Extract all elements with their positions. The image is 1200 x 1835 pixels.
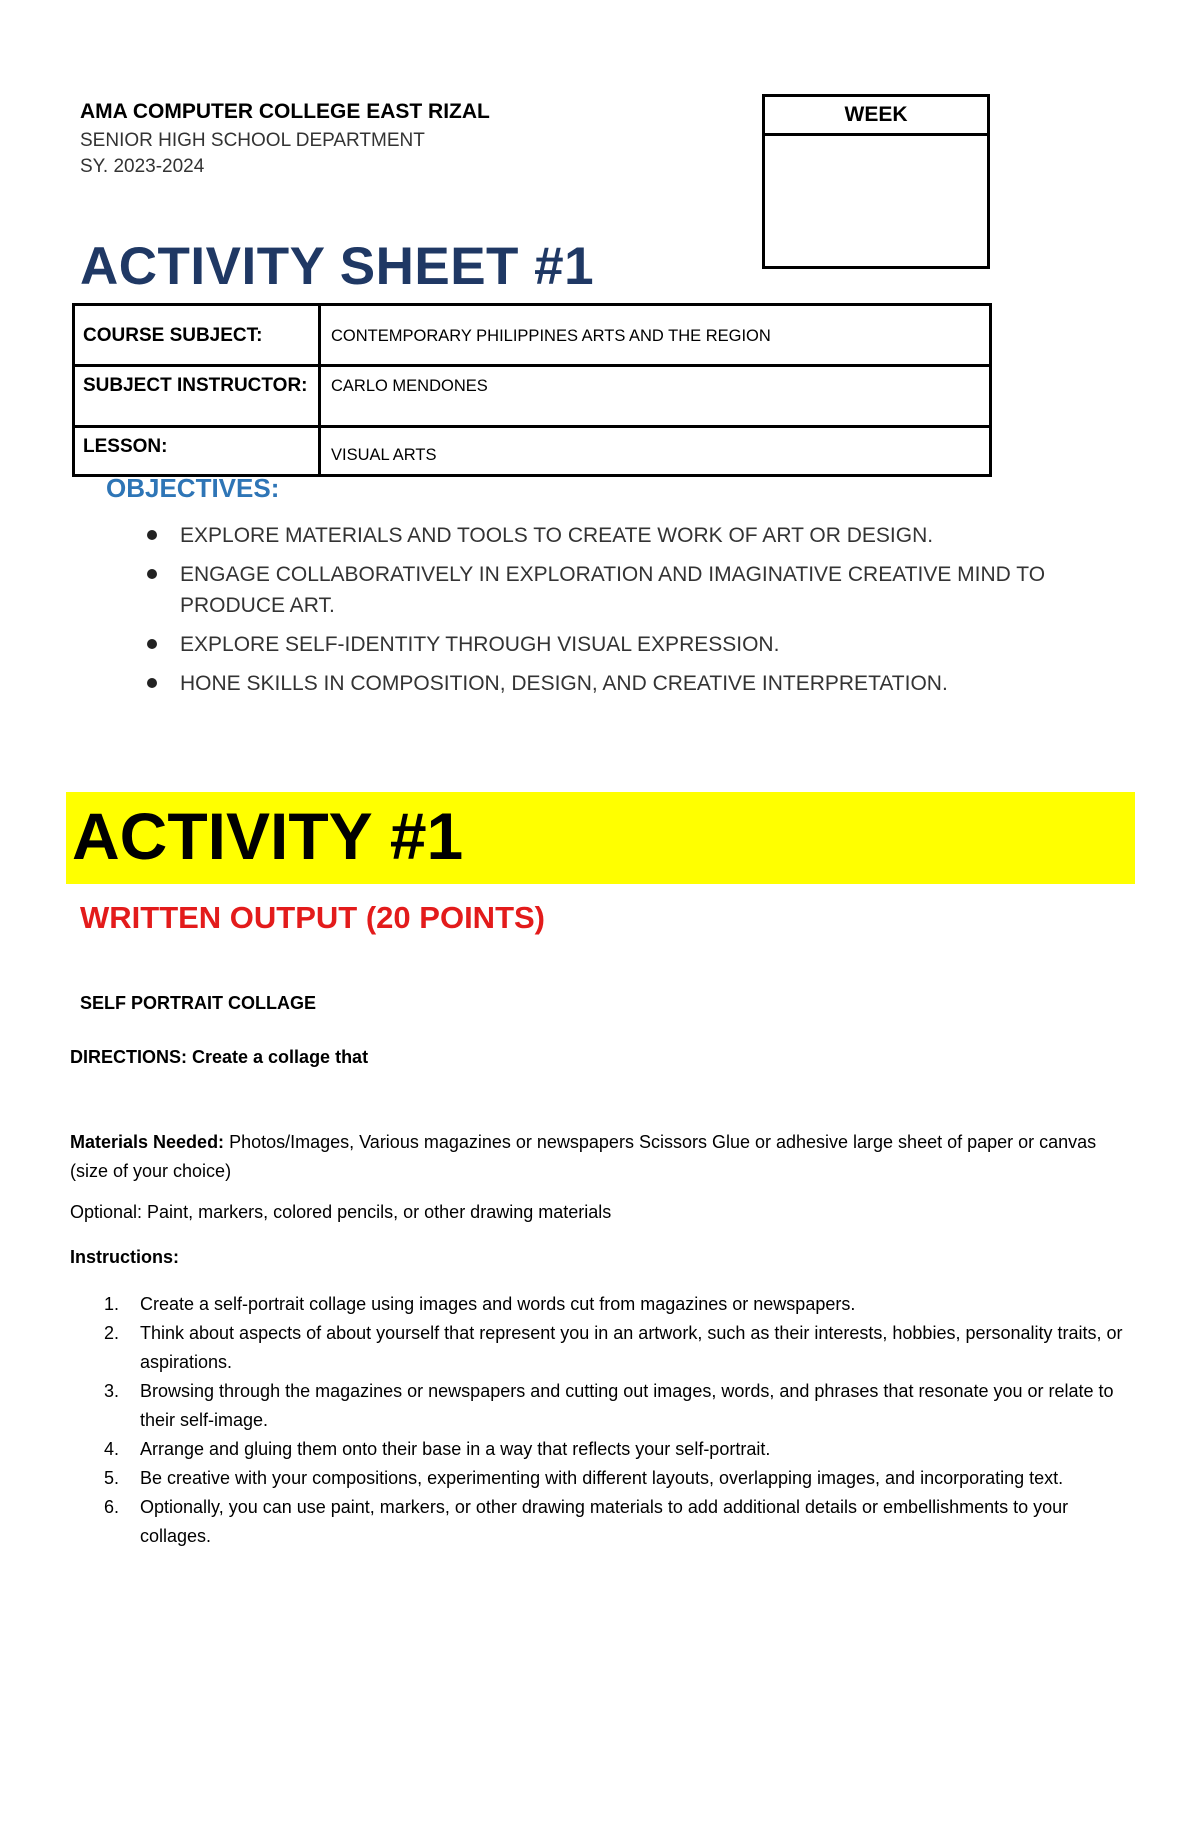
list-item <box>180 559 1140 621</box>
bullet-icon <box>147 678 157 688</box>
collage-title: SELF PORTRAIT COLLAGE <box>80 993 316 1013</box>
materials-text: Photos/Images, Various magazines or newspapers Scissors Glue or adhesive large sheet of paper or canvas (size of your choice) <box>70 1132 1097 1181</box>
list-item <box>180 668 1140 699</box>
objective-text: EXPLORE SELF-IDENTITY THROUGH VISUAL EXPRESSION. <box>180 633 780 656</box>
bullet-icon <box>147 569 157 579</box>
directions <box>70 1047 368 1068</box>
optional-materials: Optional: Paint, markers, colored pencils, or other drawing materials <box>70 1202 612 1222</box>
course-subject-value: CONTEMPORARY PHILIPPINES ARTS AND THE REGION <box>320 305 991 366</box>
week-box <box>762 94 990 269</box>
written-output-heading: WRITTEN OUTPUT (20 POINTS) <box>80 900 545 935</box>
objectives-heading: OBJECTIVES: <box>106 473 280 503</box>
course-subject-label: COURSE SUBJECT: <box>74 305 320 366</box>
department-name: SENIOR HIGH SCHOOL DEPARTMENT <box>80 130 425 151</box>
table-row <box>74 305 991 366</box>
step-number: 5. <box>104 1468 120 1488</box>
activity-sheet-title: ACTIVITY SHEET #1 <box>80 237 595 296</box>
week-label: WEEK <box>765 97 987 136</box>
step-text: Browsing through the magazines or newspapers and cutting out images, words, and phrases that resonate you or relate to their self-image. <box>140 1381 1114 1430</box>
instructions-heading: Instructions: <box>70 1247 180 1267</box>
step-text: Create a self-portrait collage using images and words cut from magazines or newspapers. <box>140 1294 856 1314</box>
activity-title: ACTIVITY #1 <box>72 799 464 873</box>
step-number: 6. <box>104 1497 120 1517</box>
lesson-value: VISUAL ARTS <box>320 427 991 476</box>
step-number: 3. <box>104 1381 120 1401</box>
objective-text: ENGAGE COLLABORATIVELY IN EXPLORATION AND IMAGINATIVE CREATIVE MIND TO PRODUCE ART. <box>180 563 1046 617</box>
step-number: 2. <box>104 1323 120 1343</box>
list-item <box>180 629 1140 660</box>
list-item <box>104 1464 1140 1493</box>
list-item <box>180 520 1140 551</box>
list-item <box>104 1377 1140 1435</box>
instructions-list <box>104 1290 1140 1551</box>
objective-text: EXPLORE MATERIALS AND TOOLS TO CREATE WORK OF ART OR DESIGN. <box>180 524 934 547</box>
school-name: AMA COMPUTER COLLEGE EAST RIZAL <box>80 100 490 123</box>
step-text: Arrange and gluing them onto their base in a way that reflects your self-portrait. <box>140 1439 771 1459</box>
instructor-label: SUBJECT INSTRUCTOR: <box>74 366 320 427</box>
step-text: Be creative with your compositions, experimenting with different layouts, overlapping images, and incorporating text. <box>140 1468 1064 1488</box>
step-number: 1. <box>104 1294 120 1314</box>
materials-label: Materials Needed: <box>70 1132 225 1152</box>
list-item <box>104 1493 1140 1551</box>
school-year: SY. 2023-2024 <box>80 156 205 177</box>
list-item <box>104 1290 1140 1319</box>
table-row <box>74 366 991 427</box>
step-text: Think about aspects of about yourself that represent you in an artwork, such as their interests, hobbies, personality traits, or aspirations. <box>140 1323 1123 1372</box>
step-number: 4. <box>104 1439 120 1459</box>
list-item <box>104 1435 1140 1464</box>
course-info-table <box>72 303 992 477</box>
lesson-label: LESSON: <box>74 427 320 476</box>
materials-needed <box>70 1128 1130 1186</box>
bullet-icon <box>147 639 157 649</box>
directions-label: DIRECTIONS: <box>70 1047 187 1067</box>
instructor-value: CARLO MENDONES <box>320 366 991 427</box>
bullet-icon <box>147 530 157 540</box>
objective-text: HONE SKILLS IN COMPOSITION, DESIGN, AND CREATIVE INTERPRETATION. <box>180 672 948 695</box>
objectives-list <box>180 520 1140 707</box>
table-row <box>74 427 991 476</box>
step-text: Optionally, you can use paint, markers, or other drawing materials to add additional details or embellishments to your collages. <box>140 1497 1069 1546</box>
list-item <box>104 1319 1140 1377</box>
directions-text: Create a collage that <box>187 1047 369 1067</box>
